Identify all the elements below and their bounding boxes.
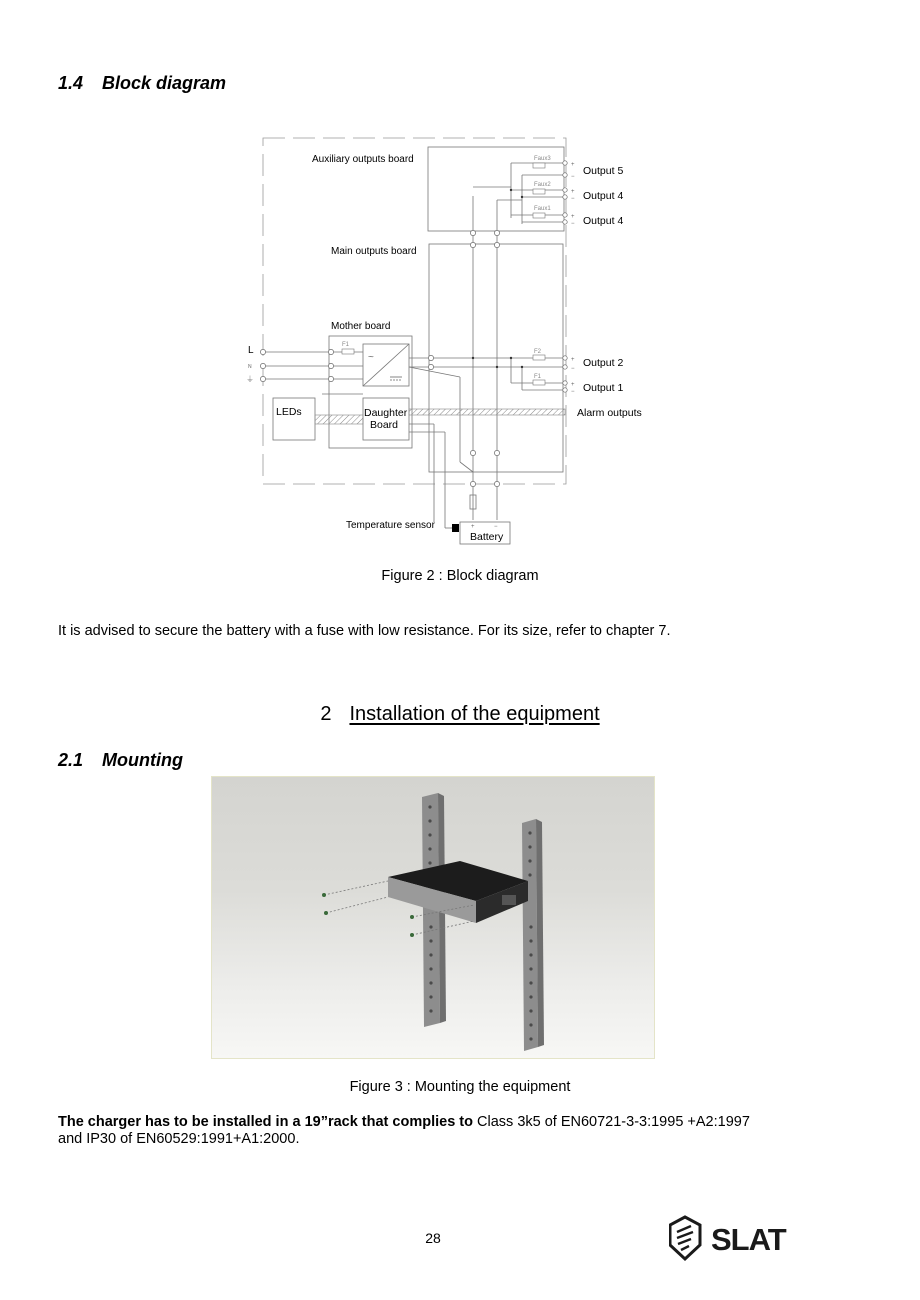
alarm-bus-left xyxy=(315,415,363,424)
leds-box xyxy=(273,398,315,440)
minus-sign: − xyxy=(571,221,575,227)
section-title: Block diagram xyxy=(102,73,227,93)
ac-symbol: ~ xyxy=(368,352,374,363)
rack-note-line2: and IP30 of EN60529:1991+A1:2000. xyxy=(58,1131,300,1147)
rack-note xyxy=(58,1114,858,1148)
section-heading-2-1 xyxy=(58,750,183,771)
minus-sign: − xyxy=(571,366,575,372)
section-title: Mounting xyxy=(102,750,183,770)
plus-sign: + xyxy=(471,524,475,530)
right-rack-post xyxy=(522,819,538,1051)
plus-sign: + xyxy=(571,382,575,388)
minus-sign: − xyxy=(571,389,575,395)
section-heading-1-4 xyxy=(58,73,226,94)
figure-3-caption: Figure 3 : Mounting the equipment xyxy=(349,1079,571,1095)
daughter-label-1: Daughter xyxy=(364,407,408,419)
alarm-bus-right xyxy=(409,409,565,415)
output-1-label: Output 1 xyxy=(583,382,624,394)
temp-sensor-label: Temperature sensor xyxy=(346,520,435,531)
rack-note-bold: The charger has to be installed in a 19”rack that complies to xyxy=(58,1114,473,1130)
rack-note-rest: Class 3k5 of EN60721-3-3:1995 +A2:1997 xyxy=(473,1114,750,1130)
minus-sign: − xyxy=(571,174,575,180)
fuse-f2-label: F2 xyxy=(534,349,542,355)
plus-sign: + xyxy=(571,189,575,195)
chapter-title: Installation of the equipment xyxy=(349,703,600,725)
shield-icon xyxy=(670,1217,700,1259)
temp-sensor-block xyxy=(452,524,459,532)
main-board-label: Main outputs board xyxy=(331,246,417,257)
fuse-f1-out-label: F1 xyxy=(534,374,542,380)
plus-sign: + xyxy=(571,162,575,168)
figure-2-caption: Figure 2 : Block diagram xyxy=(381,568,539,584)
alarm-outputs-label: Alarm outputs xyxy=(577,407,642,419)
battery-label: Battery xyxy=(470,531,504,543)
plus-sign: + xyxy=(571,357,575,363)
output-4a-label: Output 4 xyxy=(583,190,624,202)
slat-logo xyxy=(669,1215,809,1263)
plus-sign: + xyxy=(571,214,575,220)
chapter-heading-2 xyxy=(0,703,920,726)
block-diagram xyxy=(240,130,660,550)
fuse-faux2-label: Faux2 xyxy=(534,182,551,188)
output-2-label: Output 2 xyxy=(583,357,624,369)
output-4b-label: Output 4 xyxy=(583,215,624,227)
output-5-label: Output 5 xyxy=(583,165,624,177)
logo-text: SLAT xyxy=(711,1222,786,1257)
daughter-label-2: Board xyxy=(370,419,399,431)
input-l-label: L xyxy=(248,345,254,356)
ground-icon: ⏚ xyxy=(246,375,254,384)
chapter-number: 2 xyxy=(320,703,332,725)
minus-sign: − xyxy=(571,196,575,202)
section-number: 2.1 xyxy=(58,750,84,770)
fuse-faux3-label: Faux3 xyxy=(534,156,551,162)
page-number: 28 xyxy=(425,1230,441,1246)
mounting-illustration xyxy=(211,776,655,1059)
leds-label: LEDs xyxy=(276,406,302,418)
section-number: 1.4 xyxy=(58,73,84,93)
mother-board-label: Mother board xyxy=(331,321,391,332)
fuse-f1-in-label: F1 xyxy=(342,342,350,348)
input-n-label: N xyxy=(248,364,252,370)
fuse-note: It is advised to secure the battery with a fuse with low resistance. For its size, refer to chapter 7. xyxy=(58,623,671,639)
aux-board-label: Auxiliary outputs board xyxy=(312,154,414,165)
minus-sign: − xyxy=(494,524,498,530)
fuse-faux1-label: Faux1 xyxy=(534,206,551,212)
